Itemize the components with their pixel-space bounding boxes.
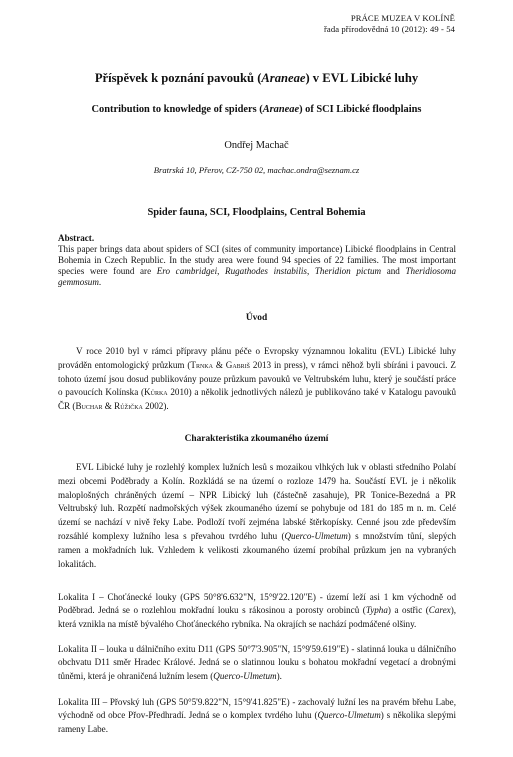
separator: and	[381, 265, 406, 276]
taxon: Querco-Ulmetum	[317, 710, 381, 721]
title-text: Příspěvek k poznání pavouků (	[94, 71, 262, 85]
text: V roce 2010 byl v rámci přípravy plánu péče o Evropsky významnou lokalitu (EVL) Libické luhy prováděn entomologický průzkum (	[58, 346, 456, 370]
separator: ,	[217, 265, 226, 276]
locality-3	[58, 696, 456, 736]
intro-paragraph	[58, 345, 456, 414]
abstract-end: .	[98, 276, 102, 287]
english-title-taxon: Araneae	[262, 104, 300, 115]
citation-authors: Buchar & Růžička	[75, 401, 143, 412]
section-heading-intro: Úvod	[245, 313, 268, 323]
taxon: Typha	[365, 605, 388, 616]
taxon: Carex	[428, 605, 451, 616]
taxon: Querco-Ulmetum	[284, 530, 348, 541]
journal-name: PRÁCE MUZEA V KOLÍNĚ	[350, 13, 455, 23]
text: 2010) a několik jednotlivých nálezů je publikováno také v Katalogu pavouků ČR (	[58, 387, 456, 412]
journal-series: řada přírodovědná 10 (2012): 49 - 54	[323, 24, 455, 34]
locality-2	[58, 643, 456, 683]
taxon: Querco-Ulmetum	[213, 670, 277, 681]
abstract-heading: Abstract.	[58, 233, 95, 243]
citation-authors: Kůrka	[144, 387, 168, 398]
text: EVL Libické luhy je rozlehlý komplex lužních lesů s mozaikou vlhkých luk v oblasti středního Polabí mezi obcemi Poděbrady a Kolín. Rozkládá se na území o rozloze 1479 ha. Součástí EVL je i několik maloplošných chráněných území – NPR Libický luh (částečně zasahuje), PR Tonice-Bezedná a PR Veltrubský luh. Rozpětí nadmořských výšek zkoumaného území se pohybuje od 181 do 185 m n. m. Celé území se nachází v nivě řeky Labe. Podloží tvoří zejména labské štěrkopísky. Cenné jsou zde především rozsáhlé komplexy lužního lesa s převahou tvrdého luhu (	[58, 462, 456, 541]
area-paragraph	[58, 461, 456, 571]
author-address: Bratrská 10, Přerov, CZ-750 02, machac.ondra@seznam.cz	[153, 165, 360, 175]
text: 2013 in press), v rámci něhož byli sbíráni i pavouci. Z tohoto území jsou dosud publikovány pouze průzkum pavouků ve Veltrubském luhu, který je součástí práce o pavoucích Kolínska (	[58, 359, 456, 398]
text: ) a ostřic (	[387, 605, 429, 616]
text: ) s několika slepými rameny Labe.	[58, 710, 456, 734]
paper-title	[0, 71, 513, 86]
separator: ,	[306, 265, 315, 276]
section-heading-area: Charakteristika zkoumaného území	[184, 434, 329, 444]
locality-1	[58, 591, 456, 631]
english-title	[0, 104, 513, 115]
species-name: Theridion pictum	[314, 265, 382, 276]
author-name: Ondřej Machač	[224, 140, 289, 151]
species-name: Ero cambridgei	[156, 265, 218, 276]
english-title-text-end: ) of SCI Libické floodplains	[299, 104, 422, 115]
abstract-text: This paper brings data about spiders of SCI (sites of community importance) Libické floodplains in Central Bohemia in Czech Republic. In the study area were found 94 species of 22 families. The most important species were found are	[58, 243, 456, 276]
title-text-end: ) v EVL Libické luhy	[305, 71, 419, 85]
journal-header	[324, 13, 455, 35]
text: Lokalita I – Choťánecké louky (GPS 50°8'6.632"N, 15°9'22.120"E) - území leží asi 1 km východně od Poděbrad. Jedná se o rozlehlou mokřadní louku s rákosinou a porosty orobinců (	[58, 592, 456, 616]
title-taxon: Araneae	[261, 71, 306, 85]
english-title-text: Contribution to knowledge of spiders (	[91, 104, 263, 115]
text: Lokalita II – louka u dálničního exitu D11 (GPS 50°7'3.905"N, 15°9'59.619"E) - slatinná louka u dálničního obchvatu D11 směr Hradec Králové. Jedná se o slatinnou louku s bohatou mokřadní vegetací a drobnými tůněmi, která je ohraničená lužním lesem (	[58, 644, 456, 681]
text: ) s množstvím tůní, slepých ramen a mokřadních luk. Vzhledem k velikosti zkoumaného území probíhal průzkum jen na vybraných lokalitách.	[58, 530, 456, 569]
text: ).	[276, 670, 282, 681]
species-name: Theridiosoma gemmosum	[58, 265, 457, 287]
species-name: Rugathodes instabilis	[225, 265, 307, 276]
text: ), která vznikla na místě bývalého Choťáneckého rybníka. Na okrajích se nachází podmáčené olšiny.	[58, 605, 456, 629]
text: 2002).	[142, 401, 169, 412]
keywords: Spider fauna, SCI, Floodplains, Central Bohemia	[147, 207, 366, 218]
abstract	[58, 233, 456, 288]
text: Lokalita III – Přovský luh (GPS 50°5'9.822"N, 15°9'41.825"E) - zachovalý lužní les na pravém břehu Labe, východně od obce Přov-Předhradí. Jedná se o komplex tvrdého luhu (	[58, 697, 456, 721]
citation-authors: Trnka & Gabriš	[190, 359, 251, 370]
